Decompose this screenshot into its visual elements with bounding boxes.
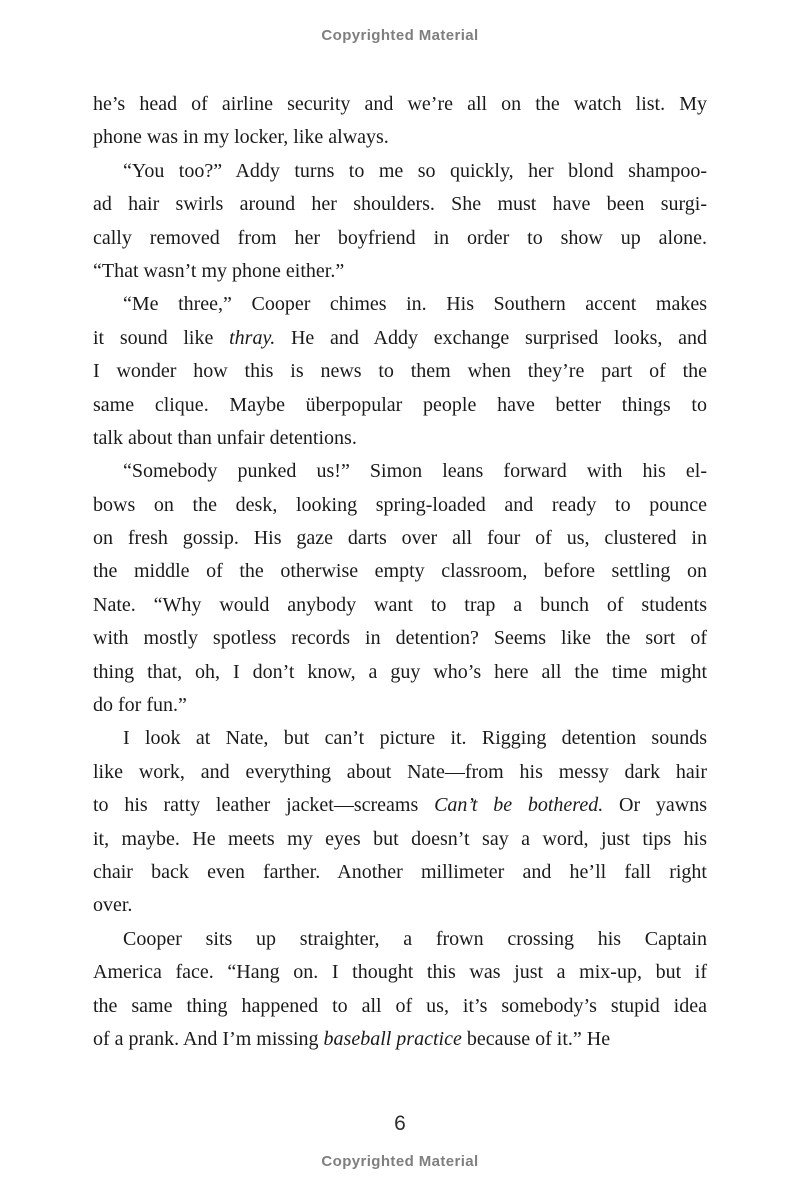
copyright-notice-top: Copyrighted Material [321, 27, 479, 44]
text-line: Nate. “Why would anybody want to trap a bunch of students [93, 593, 707, 616]
text-line: phone was in my locker, like always. [93, 126, 389, 149]
text-line: ad hair swirls around her shoulders. She must have been surgi- [93, 193, 707, 216]
text-line: the same thing happened to all of us, it’s somebody’s stupid idea [93, 994, 707, 1017]
text-line: of a prank. And I’m missing baseball practice because of it.” He [93, 1027, 611, 1050]
text-line: on fresh gossip. His gaze darts over all four of us, clustered in [93, 527, 707, 550]
text-line: talk about than unfair detentions. [93, 426, 357, 449]
text-line: “Me three,” Cooper chimes in. His Southern accent makes [123, 293, 707, 316]
text-line: I look at Nate, but can’t picture it. Rigging detention sounds [123, 727, 707, 750]
text-line: it, maybe. He meets my eyes but doesn’t say a word, just tips his [93, 827, 707, 850]
page-number: 6 [394, 1112, 406, 1135]
text-line: cally removed from her boyfriend in order to show up alone. [93, 226, 707, 249]
text-line: the middle of the otherwise empty classroom, before settling on [93, 560, 707, 583]
text-line: he’s head of airline security and we’re all on the watch list. My [93, 93, 707, 115]
text-line: bows on the desk, looking spring-loaded and ready to pounce [93, 493, 707, 516]
text-line: to his ratty leather jacket—screams Can’t be bothered. Or yawns [93, 794, 707, 817]
text-line: it sound like thray. He and Addy exchange surprised looks, and [93, 326, 707, 349]
text-line: chair back even farther. Another millimeter and he’ll fall right [93, 860, 707, 883]
text-line: America face. “Hang on. I thought this was just a mix-up, but if [93, 961, 707, 984]
text-line: like work, and everything about Nate—from his messy dark hair [93, 760, 707, 783]
text-line: same clique. Maybe überpopular people have better things to [93, 393, 707, 416]
copyright-notice-bottom: Copyrighted Material [321, 1153, 479, 1170]
text-line: “That wasn’t my phone either.” [93, 259, 345, 282]
text-line: “Somebody punked us!” Simon leans forward with his el- [123, 460, 707, 483]
text-line: “You too?” Addy turns to me so quickly, her blond shampoo- [123, 159, 707, 182]
text-line: with mostly spotless records in detention? Seems like the sort of [93, 627, 707, 650]
text-line: thing that, oh, I don’t know, a guy who’s here all the time might [93, 660, 707, 683]
text-line: over. [93, 894, 133, 917]
text-line: I wonder how this is news to them when they’re part of the [93, 360, 707, 383]
body-text [93, 88, 707, 1056]
text-line: do for fun.” [93, 694, 187, 717]
text-line: Cooper sits up straighter, a frown crossing his Captain [123, 927, 707, 950]
